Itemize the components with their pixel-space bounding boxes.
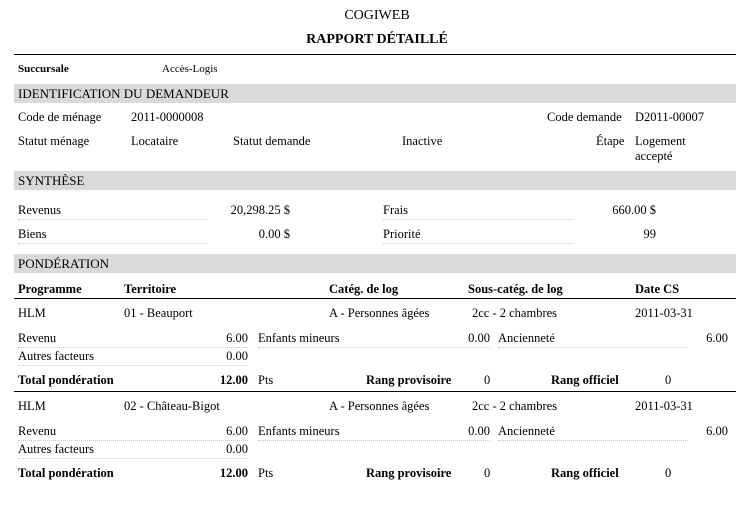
- total-points: 12.00: [219, 373, 248, 387]
- anciennete-underline: [498, 440, 688, 441]
- enfants-label: Enfants mineurs: [258, 331, 340, 345]
- enfants-label: Enfants mineurs: [258, 424, 340, 438]
- branch-label: Succursale: [18, 63, 69, 75]
- entry-rule: [14, 391, 736, 392]
- frais-value: 660.00 $: [612, 203, 656, 217]
- etape-value-line1: Logement: [635, 134, 686, 148]
- enfants-underline: [258, 347, 490, 348]
- total-points: 12.00: [219, 466, 248, 480]
- section-synthese-title: SYNTHÈSE: [18, 173, 85, 188]
- rang-officiel-label: Rang officiel: [551, 466, 619, 480]
- entry-categ: A - Personnes âgées: [329, 399, 430, 413]
- frais-label: Frais: [383, 203, 408, 217]
- rang-officiel-label: Rang officiel: [551, 373, 619, 387]
- entry-souscateg: 2cc - 2 chambres: [472, 399, 558, 413]
- total-label: Total pondération: [18, 373, 114, 387]
- code-menage-label: Code de ménage: [18, 110, 102, 124]
- anciennete-underline: [498, 347, 688, 348]
- autres-points: 0.00: [226, 349, 248, 363]
- section-ponderation-title: PONDÉRATION: [18, 256, 109, 271]
- autres-points: 0.00: [226, 442, 248, 456]
- rang-provisoire-value: 0: [484, 373, 491, 387]
- pts-unit: Pts: [258, 373, 274, 387]
- entry-programme: HLM: [18, 399, 46, 413]
- col-programme: Programme: [18, 282, 82, 296]
- section-identification: [14, 84, 736, 103]
- revenus-underline: [18, 219, 208, 220]
- entry-categ: A - Personnes âgées: [329, 306, 430, 320]
- autres-label: Autres facteurs: [18, 349, 95, 363]
- revenus-label: Revenus: [18, 203, 62, 217]
- rang-officiel-value: 0: [665, 466, 672, 480]
- report-org: COGIWEB: [344, 8, 410, 23]
- entry-date: 2011-03-31: [635, 399, 693, 413]
- biens-value: 0.00 $: [258, 227, 290, 241]
- statut-demande-value: Inactive: [402, 134, 443, 148]
- pts-unit: Pts: [258, 466, 274, 480]
- entry-territoire: 02 - Château-Bigot: [124, 399, 220, 413]
- columns-rule: [14, 298, 736, 299]
- code-demande-label: Code demande: [547, 110, 622, 124]
- statut-menage-label: Statut ménage: [18, 134, 90, 148]
- statut-menage-value: Locataire: [131, 134, 179, 148]
- section-identification-title: IDENTIFICATION DU DEMANDEUR: [18, 86, 229, 101]
- autres-underline: [18, 365, 248, 366]
- statut-demande-label: Statut demande: [233, 134, 311, 148]
- priorite-label: Priorité: [383, 227, 421, 241]
- biens-underline: [18, 243, 208, 244]
- code-menage-value: 2011-0000008: [131, 110, 204, 124]
- revenu-underline: [18, 347, 248, 348]
- biens-label: Biens: [18, 227, 47, 241]
- code-demande-value: D2011-00007: [635, 110, 704, 124]
- anciennete-points: 6.00: [706, 331, 728, 345]
- revenu-points: 6.00: [226, 331, 248, 345]
- col-territoire: Territoire: [124, 282, 177, 296]
- enfants-points: 0.00: [468, 331, 490, 345]
- revenus-value: 20,298.25 $: [230, 203, 290, 217]
- section-ponderation: [14, 254, 736, 273]
- rang-provisoire-value: 0: [484, 466, 491, 480]
- col-souscateg: Sous-catég. de log: [468, 282, 563, 296]
- revenu-points: 6.00: [226, 424, 248, 438]
- anciennete-label: Ancienneté: [498, 424, 555, 438]
- entry-date: 2011-03-31: [635, 306, 693, 320]
- enfants-points: 0.00: [468, 424, 490, 438]
- col-categ: Catég. de log: [329, 282, 399, 296]
- autres-underline: [18, 458, 248, 459]
- rang-provisoire-label: Rang provisoire: [366, 466, 452, 480]
- section-synthese: [14, 171, 736, 190]
- report-title: RAPPORT DÉTAILLÉ: [306, 32, 448, 47]
- branch-value: Accès-Logis: [162, 63, 218, 75]
- rang-provisoire-label: Rang provisoire: [366, 373, 452, 387]
- revenu-label: Revenu: [18, 331, 57, 345]
- revenu-underline: [18, 440, 248, 441]
- anciennete-points: 6.00: [706, 424, 728, 438]
- enfants-underline: [258, 440, 490, 441]
- entry-souscateg: 2cc - 2 chambres: [472, 306, 558, 320]
- anciennete-label: Ancienneté: [498, 331, 555, 345]
- total-label: Total pondération: [18, 466, 114, 480]
- col-date: Date CS: [635, 282, 680, 296]
- revenu-label: Revenu: [18, 424, 57, 438]
- header-rule: [14, 54, 736, 55]
- entry-territoire: 01 - Beauport: [124, 306, 193, 320]
- etape-label: Étape: [596, 134, 625, 148]
- entry-programme: HLM: [18, 306, 46, 320]
- frais-underline: [383, 219, 573, 220]
- autres-label: Autres facteurs: [18, 442, 95, 456]
- etape-value-line2: accepté: [635, 149, 673, 163]
- rang-officiel-value: 0: [665, 373, 672, 387]
- priorite-value: 99: [643, 227, 656, 241]
- priorite-underline: [383, 243, 573, 244]
